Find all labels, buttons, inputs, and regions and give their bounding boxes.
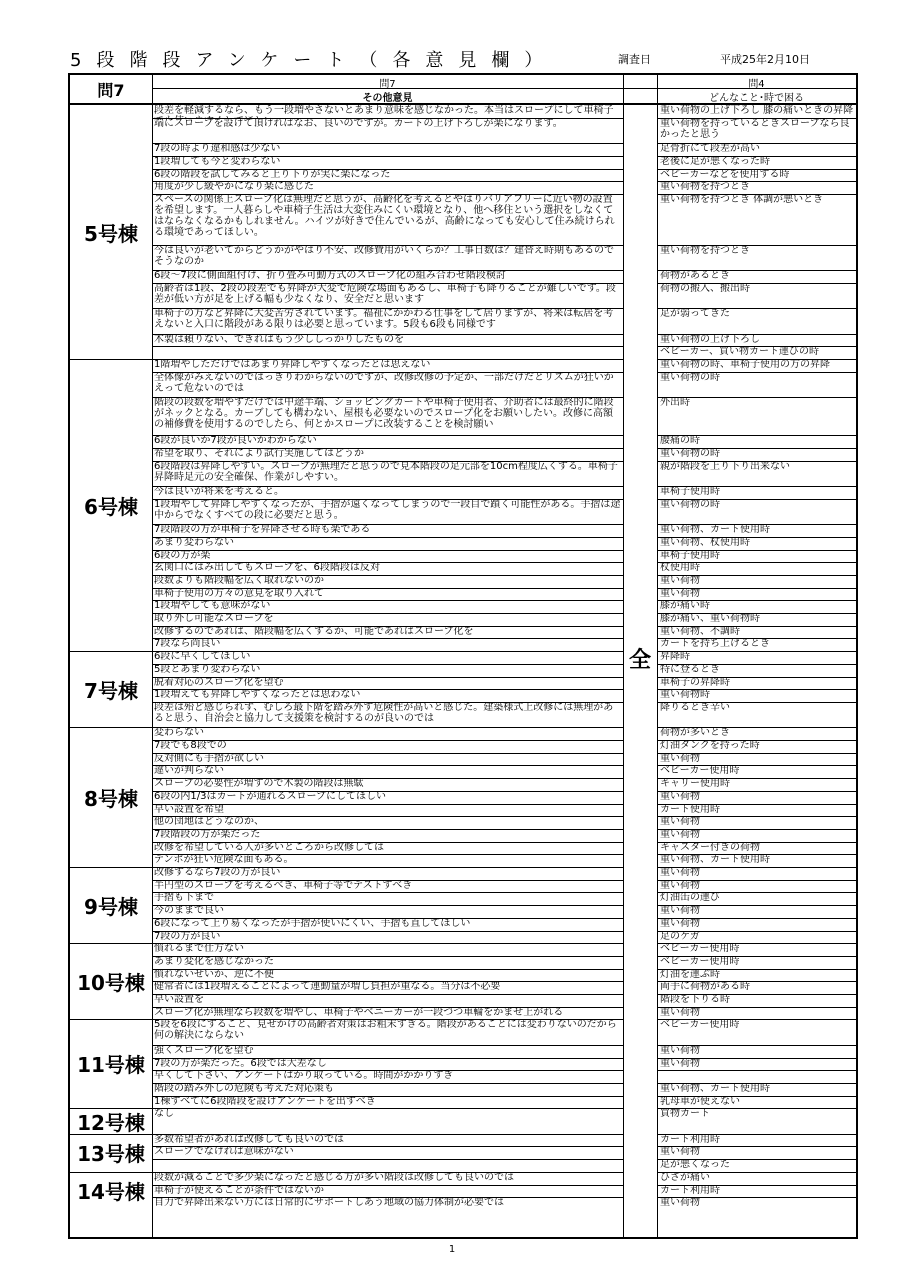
- trouble-cell: 腰痛の時: [660, 435, 700, 447]
- opinion-cell: 今のままで良い: [154, 905, 224, 917]
- trouble-cell: ベビーカーなどを使用する時: [660, 168, 790, 180]
- trouble-cell: 足のケガ: [660, 930, 700, 942]
- opinion-cell: 今は良いが老いてからどうかがやはり不安、改修費用がいくらか？工事日数は？建替え時期もあるのでそうなのか: [154, 244, 614, 267]
- opinion-cell: 1段増やして昇降しやすくなったが、手摺が遠くなってしまうので一段目で躓く可能性がある。手摺は途中からでなくすべての段に必要だと思う。: [154, 498, 621, 521]
- opinion-cell: なし: [154, 1108, 174, 1120]
- trouble-cell: 重い荷物: [660, 574, 700, 586]
- trouble-cell: [660, 1070, 854, 1083]
- opinion-cell: 1段増えても昇降しやすくなったとは思わない: [154, 689, 361, 701]
- opinion-cell: スペースの関係上スロープ化は無理だと思うが、高齢化を考えるとやはりバリアフリーに近い物の設置を希望します。一人暮らしや車椅子生活は大変住みにくい環境となり、他へ移住という選択をしなくてはならなくなるかもしれません。ハイツが好きで住んでいるが、高齢になっても安心して住み続けられる環境であってほしい。: [154, 193, 615, 238]
- page-header: [70, 46, 850, 70]
- building-label: 13号棟: [77, 1142, 145, 1167]
- opinion-cell: 早くして下さい、アンケートばかり取っている。時間がかかりすぎ: [154, 1070, 454, 1082]
- building-label: 14号棟: [77, 1180, 145, 1205]
- building-label: 8号棟: [84, 786, 138, 811]
- opinion-cell: 健常者には1段増えることによって運動量が増し負担が重なる。当分は不必要: [154, 981, 501, 993]
- trouble-cell: 車椅子使用時: [660, 549, 720, 561]
- opinion-cell: 車椅子の方など昇降に大変苦労されています。福祉にかかわる仕事をして居りますが、将来は転居を考えないと入口に階段がある限りは必要と思っています。5段も6段も同様です: [154, 308, 614, 331]
- trouble-cell: 重い荷物の時: [660, 447, 720, 459]
- opinion-cell: 段差を軽減するなら、もう一段増やさないとあまり意味を感じなかった。本当はスロープにして車椅子: [154, 105, 614, 116]
- trouble-cell: 重い荷物: [660, 1044, 700, 1056]
- opinion-cell: [154, 1159, 621, 1172]
- opinion-cell: 1段増しても今と変わらない: [154, 155, 281, 167]
- trouble-cell: 足骨折にて段差が高い: [660, 143, 760, 155]
- opinion-cell: 1棟すべてに6段階段を設けアンケートを出すべき: [154, 1095, 376, 1107]
- opinion-cell: 木製は頼りない、できればもう少ししっかりしたものを: [154, 333, 404, 345]
- trouble-cell: 外出時: [660, 397, 690, 409]
- opinion-cell: 1階増やしただけではあまり昇降しやすくなったとは思えない: [154, 359, 431, 370]
- trouble-cell: ベビーカー使用時: [660, 943, 740, 955]
- q4-header: 問4: [748, 79, 765, 90]
- page-number: 1: [448, 1244, 456, 1255]
- trouble-cell: カート利用時: [660, 1133, 720, 1145]
- header-divider: [152, 88, 856, 89]
- trouble-cell: 両手に荷物がある時: [660, 981, 750, 993]
- trouble-cell: 降りるとき辛い: [660, 701, 730, 713]
- q7-header: 問7: [379, 79, 396, 90]
- trouble-cell: 重い荷物の上げ下ろし 膝の痛いときの昇降: [660, 105, 854, 116]
- trouble-cell: 重い荷物: [660, 1197, 700, 1209]
- all-mark: 全: [628, 648, 651, 674]
- opinion-cell: 強くスロープ化を望む: [154, 1044, 254, 1056]
- trouble-cell: 重い荷物、杖使用時: [660, 536, 750, 548]
- trouble-cell: 膝が痛い時: [660, 600, 710, 612]
- opinion-cell: 違いが判らない: [154, 765, 224, 777]
- opinion-cell: 5段とあまり変わらない: [154, 663, 261, 675]
- opinion-cell: 改修するなら7段の方が良い: [154, 867, 281, 878]
- opinion-cell: 6段になって上り易くなったが手摺が使いにくい、手摺も直してほしい: [154, 917, 471, 929]
- opinion-cell: 6段の方が楽: [154, 549, 211, 561]
- trouble-cell: 重い荷物: [660, 1057, 700, 1069]
- opinion-cell: 自力で昇降出来ない方には日常的にサポートしあう地域の協力体制が必要では: [154, 1197, 504, 1209]
- trouble-cell: 重い荷物: [660, 752, 700, 764]
- trouble-cell: 重い荷物の時: [660, 371, 720, 383]
- trouble-cell: 重い荷物: [660, 905, 700, 917]
- trouble-cell: 足が悪くなった: [660, 1159, 730, 1171]
- trouble-cell: 重い荷物を持っているときスロープなら良かったと思う: [660, 117, 850, 140]
- opinion-cell: スロープでなければ意味がない: [154, 1146, 294, 1158]
- opinion-cell: 6段に早くしてほしい: [154, 651, 251, 663]
- trouble-cell: 重い荷物: [660, 879, 700, 891]
- opinion-cell: 7段の方が良い: [154, 930, 221, 942]
- opinion-cell: 7段なら尚良い: [154, 638, 221, 650]
- opinion-cell: 6段の内1/3はカートが通れるスロープにしてほしい: [154, 790, 386, 802]
- building-label: 11号棟: [77, 1053, 145, 1078]
- trouble-cell: ひざが痛い: [660, 1171, 710, 1183]
- trouble-cell: 重い荷物、不調時: [660, 625, 740, 637]
- opinion-cell: 7段の方が楽だった。6段では大差なし: [154, 1057, 327, 1069]
- survey-table: [68, 73, 858, 1239]
- trouble-cell: 重い荷物、カート使用時: [660, 1082, 770, 1094]
- survey-date: 平成25年2月10日: [720, 53, 810, 66]
- building-label: 7号棟: [84, 678, 138, 703]
- opinion-cell: 変わらない: [154, 727, 204, 739]
- opinion-cell: 手摺も下まで: [154, 892, 214, 904]
- opinion-cell: 6段の階段を試してみると上り下りが実に楽になった: [154, 168, 391, 180]
- opinion-cell: 6段が良いか7段が良いかわからない: [154, 435, 317, 447]
- opinion-cell: 反対側にも手摺が欲しい: [154, 752, 264, 764]
- column-divider: [657, 75, 658, 1237]
- trouble-cell: 重い荷物の時、車椅子使用の方の昇降: [660, 359, 830, 370]
- opinion-cell: 段差は殆ど感じられず、むしろ最下階を踏み外す危険性が高いと感じた。建築様式上改修には無理があると思う、自治会と協力して支援策を検討するのが良いのでは: [154, 701, 614, 724]
- trouble-cell: 重い荷物時: [660, 689, 710, 701]
- opinion-cell: あまり変わらない: [154, 536, 234, 548]
- trouble-cell: 重い荷物を持つとき 体調が悪いとき: [660, 193, 824, 205]
- building-label: 10号棟: [77, 970, 145, 995]
- trouble-cell: キャスター付きの荷物: [660, 841, 760, 853]
- trouble-cell: 重い荷物: [660, 587, 700, 599]
- opinion-cell: 1段増やしても意味がない: [154, 600, 271, 612]
- opinion-cell: 多数希望者があれば改修しても良いのでは: [154, 1133, 344, 1145]
- trouble-cell: 荷物が多いとき: [660, 727, 730, 739]
- opinion-cell: 改修を希望している人が多いところから改修しては: [154, 841, 384, 853]
- trouble-cell: 重い荷物、カート使用時: [660, 854, 770, 866]
- opinion-cell: 慣れるまで仕方ない: [154, 943, 244, 955]
- trouble-cell: 荷物があるとき: [660, 270, 730, 282]
- trouble-cell: 膝が痛い、重い荷物時: [660, 613, 760, 624]
- opinion-cell: 6段階段は昇降しやすい。スロープが無理だと思うので見本階段の足元部を10cm程度広くする。車椅子昇降時足元の安全確保、作業がしやすい。: [154, 460, 618, 483]
- trouble-cell: 重い荷物: [660, 917, 700, 929]
- opinion-cell: 段数が減ることで多少楽になったと感じる方が多い階段は改修しても良いのでは: [154, 1171, 514, 1183]
- opinion-cell: 階段の踏み外しの危険も考えた対応策も: [154, 1082, 334, 1094]
- opinion-cell: 階段の段数を増やすだけでは中途半端、ショッピングカートや車椅子使用者、介助者には最終的に階段がネックとなる。カーブしても構わない、屋根も必要ないのでスロープ化をお願いしたい。改修に高額の補修費を使用するのでしたら、何とかスロープに改装することを検討願い: [154, 397, 614, 431]
- trouble-cell: ベビーカー使用時: [660, 1019, 740, 1031]
- opinion-cell: 7段階段の方が楽だった: [154, 828, 261, 840]
- opinion-cell: 脱着対応のスロープ化を望む: [154, 676, 284, 688]
- building-label: 6号棟: [84, 494, 138, 519]
- document-title: 5段階段アンケート（各意見欄）: [70, 50, 558, 71]
- trouble-cell: 特に登るとき: [660, 663, 720, 675]
- survey-date-label: 調査日: [618, 53, 651, 66]
- opinion-cell: 他の団地はどうなのか、: [154, 816, 264, 828]
- trouble-cell: カートを持ち上げるとき: [660, 638, 770, 650]
- trouble-cell: 灯油タンクを持った時: [660, 740, 760, 751]
- opinion-cell: 今は良いが将来を考えると。: [154, 486, 284, 497]
- trouble-cell: 買物カート: [660, 1108, 710, 1120]
- q7-header-box: 問7: [97, 80, 125, 100]
- opinion-cell: 早い設置を希望: [154, 803, 224, 815]
- trouble-cell: 親が階段を上り下り出来ない: [660, 460, 790, 472]
- trouble-cell: 灯油を運ぶ時: [660, 968, 720, 980]
- trouble-cell: 重い荷物: [660, 1146, 700, 1158]
- trouble-cell: 重い荷物、カート使用時: [660, 524, 770, 536]
- trouble-cell: 重い荷物: [660, 1006, 700, 1018]
- building-label: 9号棟: [84, 894, 138, 919]
- trouble-cell: 重い荷物を持つとき: [660, 244, 750, 256]
- opinion-cell: スロープ化が無理なら段数を増やし、車椅子やベニーカーが一段づつ車輪をかませ上がれる: [154, 1006, 564, 1018]
- opinion-cell: 取り外し可能なスロープを: [154, 613, 274, 624]
- other-opinions-header: その他意見: [362, 93, 413, 104]
- opinion-cell: 車椅子使用の方々の意見を取り入れて: [154, 587, 324, 599]
- trouble-cell: 昇降時: [660, 651, 690, 663]
- opinion-cell: 7段階段の方が車椅子を昇降させる時も楽である: [154, 524, 371, 536]
- trouble-cell: ベビーカー使用時: [660, 955, 740, 967]
- opinion-cell: 角度が少し緩やかになり楽に感じた: [154, 181, 314, 193]
- building-label: 5号棟: [84, 221, 138, 246]
- trouble-cell: 車椅子使用時: [660, 486, 720, 497]
- column-divider: [152, 75, 153, 1237]
- trouble-cell: カート利用時: [660, 1184, 720, 1196]
- trouble-cell: カート使用時: [660, 803, 720, 815]
- trouble-cell: キャリー使用時: [660, 778, 730, 790]
- trouble-cell: 灯油缶の運び: [660, 892, 720, 904]
- trouble-cell: 重い荷物: [660, 828, 700, 840]
- trouble-cell: 重い荷物: [660, 790, 700, 802]
- opinion-cell: 端にスロープを設けて頂ければなお、良いのですが。カートの上げ下ろしが楽になります。: [154, 117, 563, 129]
- trouble-cell: 老後に足が悪くなった時: [660, 155, 770, 167]
- opinion-cell: 車椅子が使えることが条件ではないか: [154, 1184, 324, 1196]
- trouble-cell: ベビーカー、買い物カート運びの時: [660, 346, 819, 358]
- trouble-cell: 杖使用時: [660, 562, 700, 574]
- opinion-cell: 玄関口にはみ出してもスロープを、6段階段は反対: [154, 562, 380, 574]
- opinion-cell: 早い設置を: [154, 994, 204, 1005]
- trouble-cell: 重い荷物を持つとき: [660, 181, 750, 193]
- opinion-cell: [154, 346, 621, 359]
- opinion-cell: 全体像がみえないのではっきりわからないのですが、改修改修の予定か、一部だけだとリズムが狂いかえって危ないのでは: [154, 371, 614, 394]
- opinion-cell: 6段～7段に側面組付け、折り畳み可動方式のスロープ化の組み合わせ階段検討: [154, 270, 506, 282]
- opinion-cell: 段数よりも階段幅を広く取れないのか: [154, 574, 324, 586]
- trouble-cell: 重い荷物の上げ下ろし: [660, 333, 760, 345]
- opinion-cell: 7段でも8段での: [154, 740, 227, 751]
- opinion-cell: テンポが狂い危険な面もある。: [154, 854, 294, 866]
- opinion-cell: 慣れないせいか、逆に不便: [154, 968, 274, 980]
- trouble-cell: 車椅子の昇降時: [660, 676, 730, 688]
- opinion-cell: 5段を6段にすること、見せかけの高齢者対策はお粗末すぎる。階段があることには変わりないのだから何の解決にならない: [154, 1019, 617, 1042]
- trouble-cell: ベビーカー使用時: [660, 765, 740, 777]
- opinion-cell: あまり変化を感じなかった: [154, 955, 274, 967]
- opinion-cell: 改修するのであれば、階段幅を広くするか、可能であればスロープ化を: [154, 625, 474, 637]
- opinion-cell: 希望を取り、それにより試行実施してはどうか: [154, 447, 364, 459]
- trouble-cell: 重い荷物: [660, 816, 700, 828]
- trouble-header: どんなこと･時で困る: [709, 93, 804, 104]
- opinion-cell: 半円型のスロープを考えるべき、車椅子等でテストすべき: [154, 879, 413, 891]
- trouble-cell: 重い荷物の時: [660, 498, 720, 510]
- trouble-cell: 荷物の搬入、搬出時: [660, 282, 750, 294]
- opinion-cell: 高齢者は1段、2段の段差でも昇降が大変で危険な場面もあるし、車椅子も降りることが難しいです。段差が低い方が足を上げる幅も少なくなり、安全だと思います: [154, 282, 616, 305]
- trouble-cell: 重い荷物: [660, 867, 700, 878]
- building-label: 12号棟: [77, 1110, 145, 1135]
- trouble-cell: 乳母車が使えない: [660, 1095, 740, 1107]
- trouble-cell: 階段を下りる時: [660, 994, 730, 1005]
- opinion-cell: 7段の時より違和感は少ない: [154, 143, 281, 155]
- opinion-cell: スロープの必要性が増すので木製の階段は無駄: [154, 778, 364, 790]
- trouble-cell: 足が弱ってきた: [660, 308, 730, 320]
